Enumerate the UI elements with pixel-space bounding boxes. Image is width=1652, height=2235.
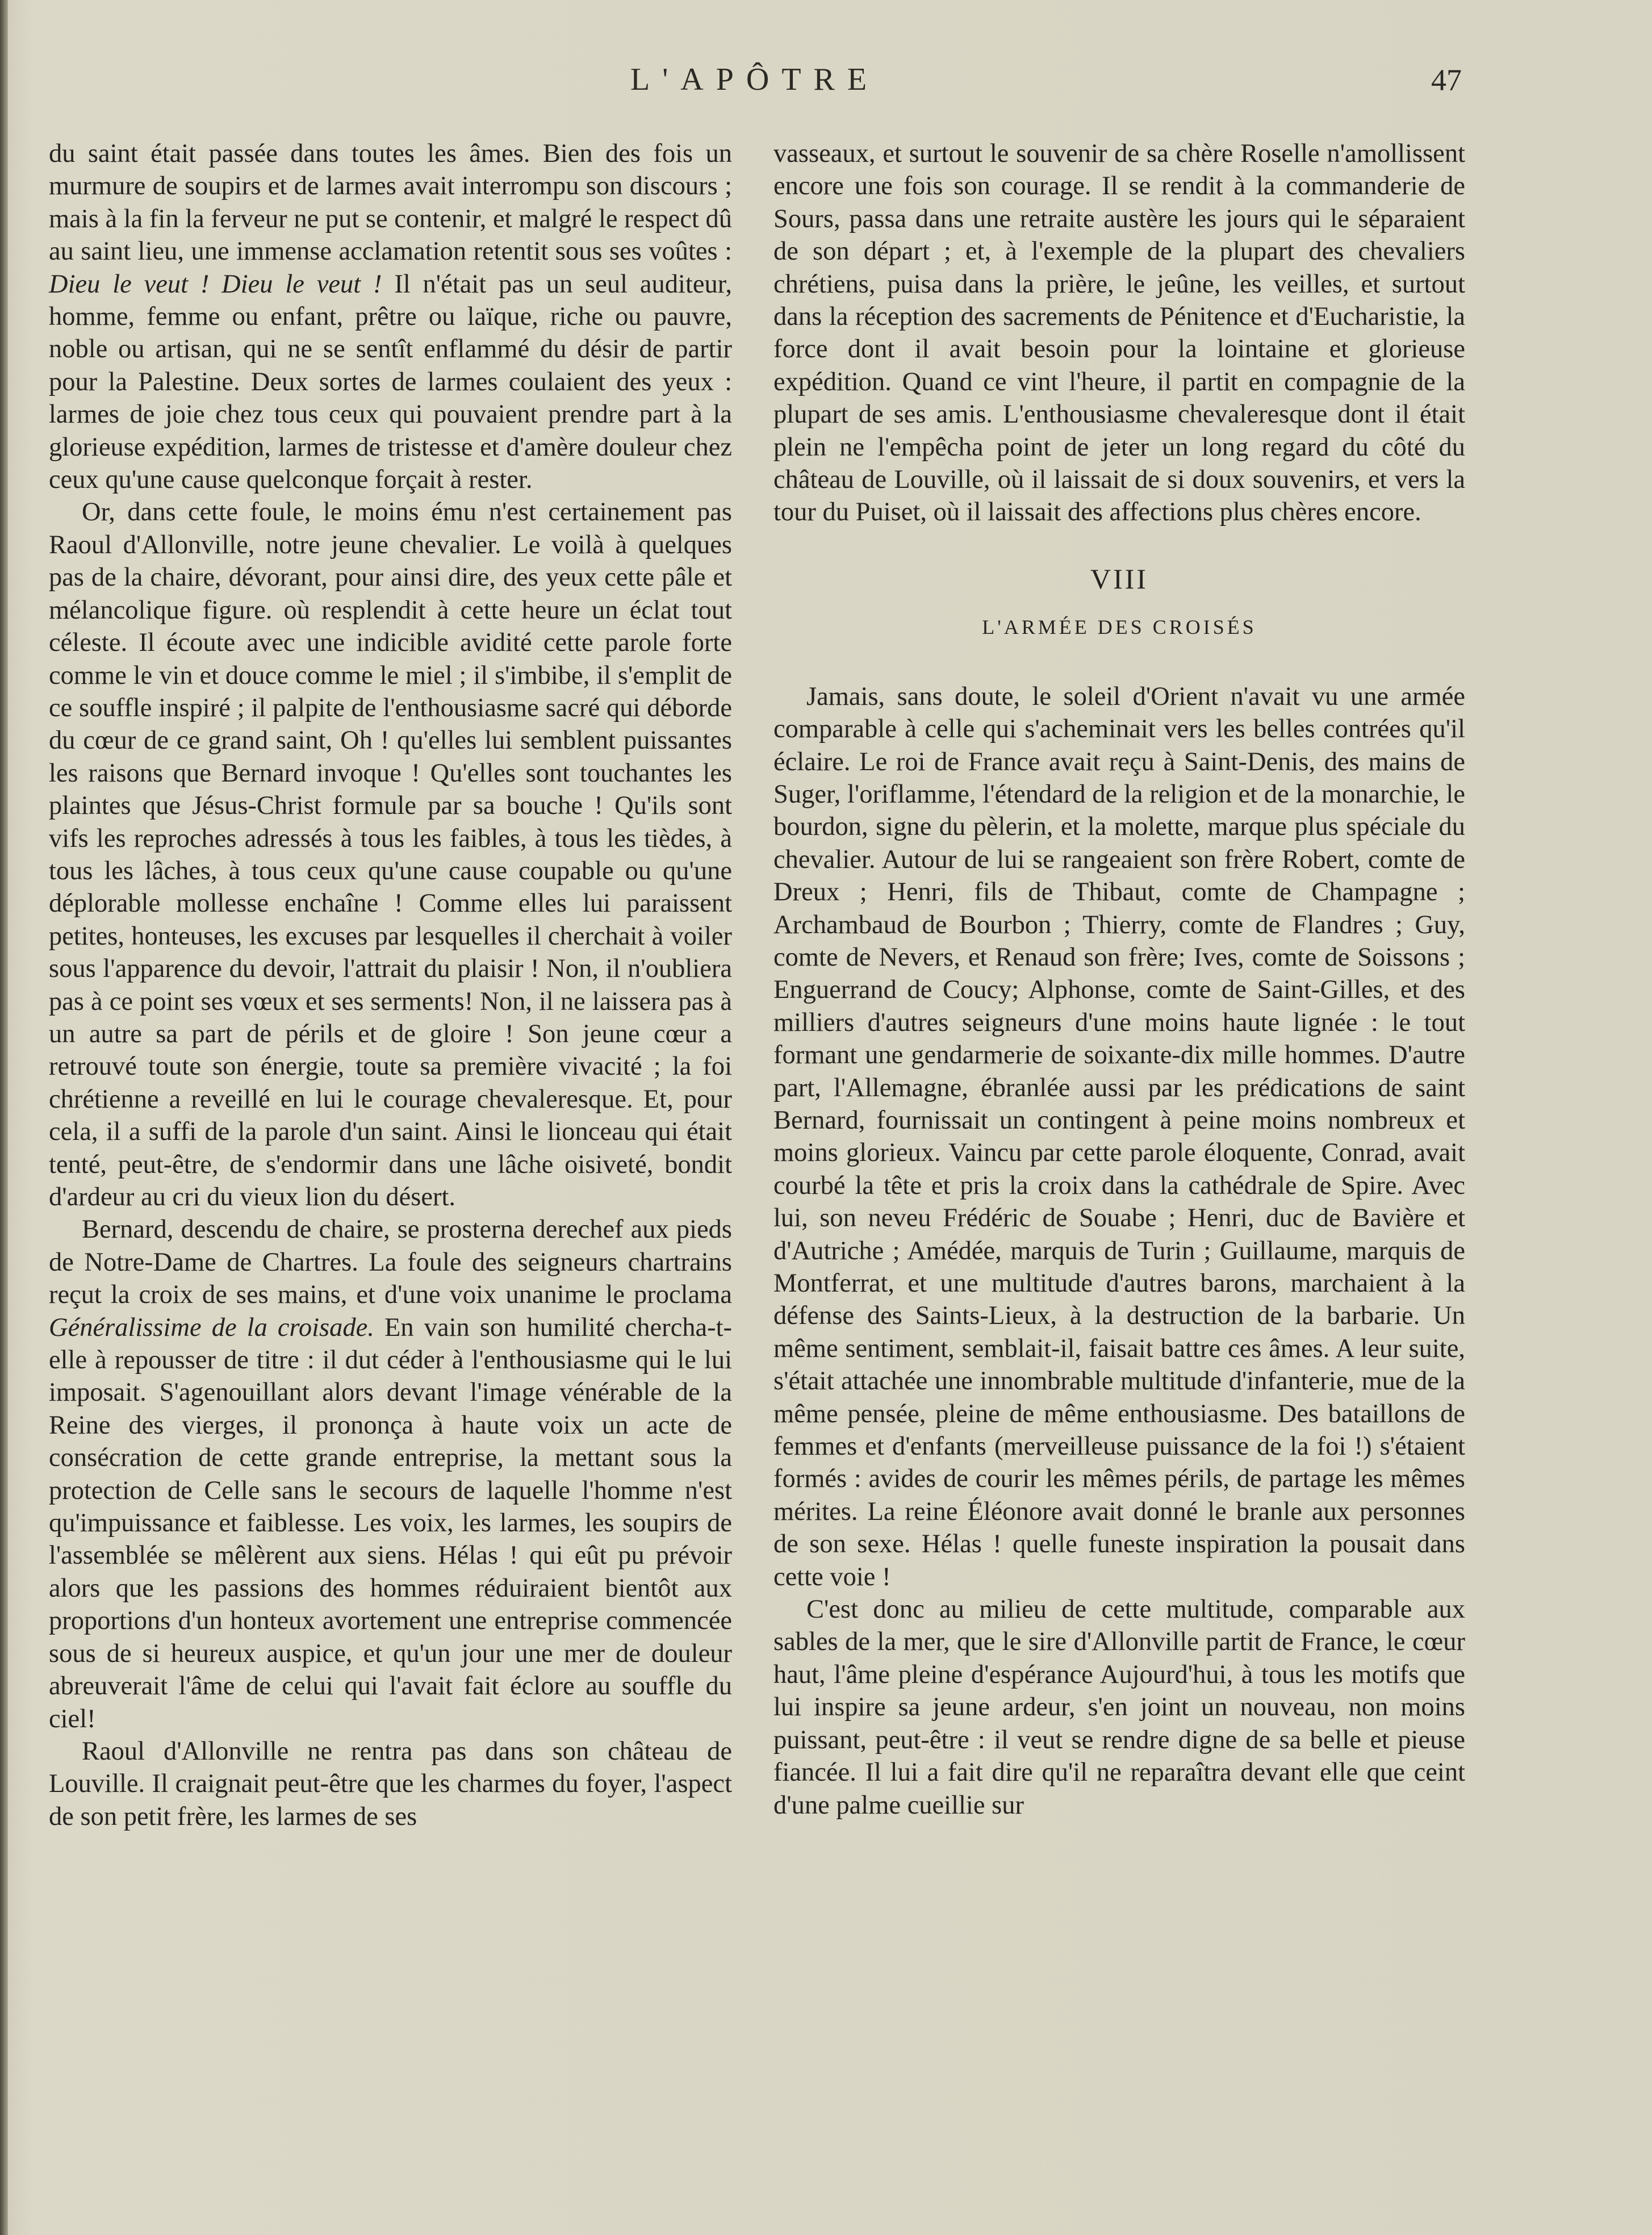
paragraph [49,1213,732,1735]
italic-exclamation: Dieu le veut ! Dieu le veut ! [49,269,382,299]
paragraph: Raoul d'Allonville ne rentra pas dans son château de Louville. Il craignait peut-être que les charmes du foyer, l'aspect de son petit frère, les larmes de ses [49,1736,732,1831]
paragraph-text: En vain son humilité chercha-t-elle à repousser de titre : il dut céder à l'enthousiasme qui le lui imposait. S'agenouillant alors devant l'image vénérable de la Reine des vierges, il prononça à haute voix un acte de consécration de cette grande entreprise, la mettant sous la protection de Celle sans le secours de laquelle l'homme n'est qu'impuissance et faiblesse. Les voix, les larmes, les soupirs de l'assemblée se mêlèrent aux siens. Hélas ! qui eût pu prévoir alors que les passions des hommes réduiraient bientôt aux proportions d'un honteux avortement une entreprise commencée sous de si heureux auspice, et qu'un jour une mer de douleur abreuverait l'âme de celui qui l'avait fait éclore au souffle du ciel! [49,1313,732,1733]
chapter-number: VIII [1090,562,1149,595]
paragraph-text: Il n'était pas un seul auditeur, homme, femme ou enfant, prêtre ou laïque, riche ou pauvre, noble ou artisan, qui ne se sentît enflammé du désir de partir pour la Palestine. Deux sortes de larmes coulaient des yeux : larmes de joie chez tous ceux qui pouvaient prendre part à la glorieuse expédition, larmes de tristesse et d'amère douleur chez ceux qu'une cause quelconque forçait à rester. [49,269,732,495]
left-column [49,137,732,1833]
page-spine-edge [0,0,8,2235]
italic-title: Généralissime de la croisade. [49,1313,374,1342]
paragraph: vasseaux, et surtout le souvenir de sa chère Roselle n'amollissent encore une fois son courage. Il se rendit à la commanderie de Sours, passa dans une retraite austère les jours qui le séparaient de son départ ; et, à l'exemple de la plupart des chevaliers chrétiens, puisa dans la prière, le jeûne, les veilles, et surtout dans la réception des sacrements de Pénitence et d'Eucharistie, la force dont il avait besoin pour la lointaine et glorieuse expédition. Quand ce vint l'heure, il partit en compagnie de la plupart de ses amis. L'enthousiasme chevaleresque dont il était plein ne l'empêcha point de jeter un long regard du côté du château de Louville, où il laissait de si doux souvenirs, et vers la tour du Puiset, où il laissait des affections plus chères encore. [773,139,1465,527]
paragraph: Jamais, sans doute, le soleil d'Orient n'avait vu une armée comparable à celle qui s'acheminait vers les belles contrées qu'il éclaire. Le roi de France avait reçu à Saint-Denis, des mains de Suger, l'oriflamme, l'étendard de la religion et de la monarchie, le bourdon, signe du pèlerin, et la molette, marque plus spéciale du chevalier. Autour de lui se rangeaient son frère Robert, comte de Dreux ; Henri, fils de Thibaut, comte de Champagne ; Archambaud de Bourbon ; Thierry, comte de Flandres ; Guy, comte de Nevers, et Renaud son frère; Ives, comte de Soissons ; Enguerrand de Coucy; Alphonse, comte de Saint-Gilles, et des milliers d'autres seigneurs d'une moins haute lignée : le tout formant une gendarmerie de soixante-dix mille hommes. D'autre part, l'Allemagne, ébranlée aussi par les prédications de saint Bernard, fournissait un contingent à peine moins nombreux et moins glorieux. Vaincu par cette parole éloquente, Conrad, avait courbé la tête et pris la croix dans la cathédrale de Spire. Avec lui, son neveu Frédéric de Souabe ; Henri, duc de Bavière et d'Autriche ; Amédée, marquis de Turin ; Guillaume, marquis de Montferrat, et une multitude d'autres barons, marchaient à la défense des Saints-Lieux, à la destruction de la barbarie. Un même sentiment, semblait-il, faisait battre ces âmes. A leur suite, s'était attachée une innombrable multitude d'infanterie, mue de la même pensée, pleine de même enthousiasme. Des bataillons de femmes et d'enfants (merveilleuse puissance de la foi !) s'étaient formés : avides de courir les mêmes périls, de partage les mêmes mérites. La reine Éléonore avait donné le branle aux personnes de son sexe. Hélas ! quelle funeste inspiration la pousait dans cette voie ! [773,682,1465,1591]
running-title: L'APÔTRE [630,62,880,97]
page-number: 47 [1431,63,1462,97]
chapter-title: L'ARMÉE DES CROISÉS [982,616,1257,639]
paragraph [49,137,732,496]
paragraph-text: du saint était passée dans toutes les âmes. Bien des fois un murmure de soupirs et de larmes avait interrompu son discours ; mais à la fin la ferveur ne put se contenir, et malgré le respect dû au saint lieu, une immense acclamation retentit sous ses voûtes : [49,139,732,266]
paragraph-text: Bernard, descendu de chaire, se prosterna derechef aux pieds de Notre-Dame de Chartres. La foule des seigneurs chartrains reçut la croix de ses mains, et d'une voix unanime le proclama [49,1215,732,1310]
right-column [773,137,1465,1822]
paragraph: C'est donc au milieu de cette multitude, comparable aux sables de la mer, que le sire d'Allonville partit de France, le cœur haut, l'âme pleine d'espérance Aujourd'hui, à tous les motifs que lui inspire sa jeune ardeur, s'en joint un nouveau, non moins puissant, peut-être : il veut se rendre digne de sa belle et pieuse fiancée. Il lui a fait dire qu'il ne reparaîtra devant elle que ceint d'une palme cueillie sur [773,1595,1465,1820]
paragraph: Or, dans cette foule, le moins ému n'est certainement pas Raoul d'Allonville, notre jeune chevalier. Le voilà à quelques pas de la chaire, dévorant, pour ainsi dire, des yeux cette pâle et mélancolique figure. où resplendit à cette heure un éclat tout céleste. Il écoute avec une indicible avidité cette parole forte comme le vin et douce comme le miel ; il s'imbibe, il s'emplit de ce souffle inspiré ; il palpite de l'enthousiasme sacré qui déborde du cœur de ce grand saint, Oh ! qu'elles lui semblent puissantes les raisons que Bernard invoque ! Qu'elles sont touchantes les plaintes que Jésus-Christ formule par sa bouche ! Qu'ils sont vifs les reproches adressés à tous les faibles, à tous les tièdes, à tous les lâches, à tous ceux qu'une cause coupable ou qu'une déplorable mollesse enchaîne ! Comme elles lui paraissent petites, honteuses, les excuses par lesquelles il cherchait à voiler sous l'apparence du devoir, l'attrait du plaisir ! Non, il n'oubliera pas à ce point ses vœux et ses serments! Non, il ne laissera pas à un autre sa part de périls et de gloire ! Son jeune cœur a retrouvé toute son énergie, toute sa première vivacité ; la foi chrétienne a reveillé en lui le courage chevaleresque. Et, pour cela, il a suffi de la parole d'un saint. Ainsi le lionceau qui était tenté, peut-être, de s'endormir dans une lâche oisiveté, bondit d'ardeur au cri du vieux lion du désert. [49,498,732,1212]
